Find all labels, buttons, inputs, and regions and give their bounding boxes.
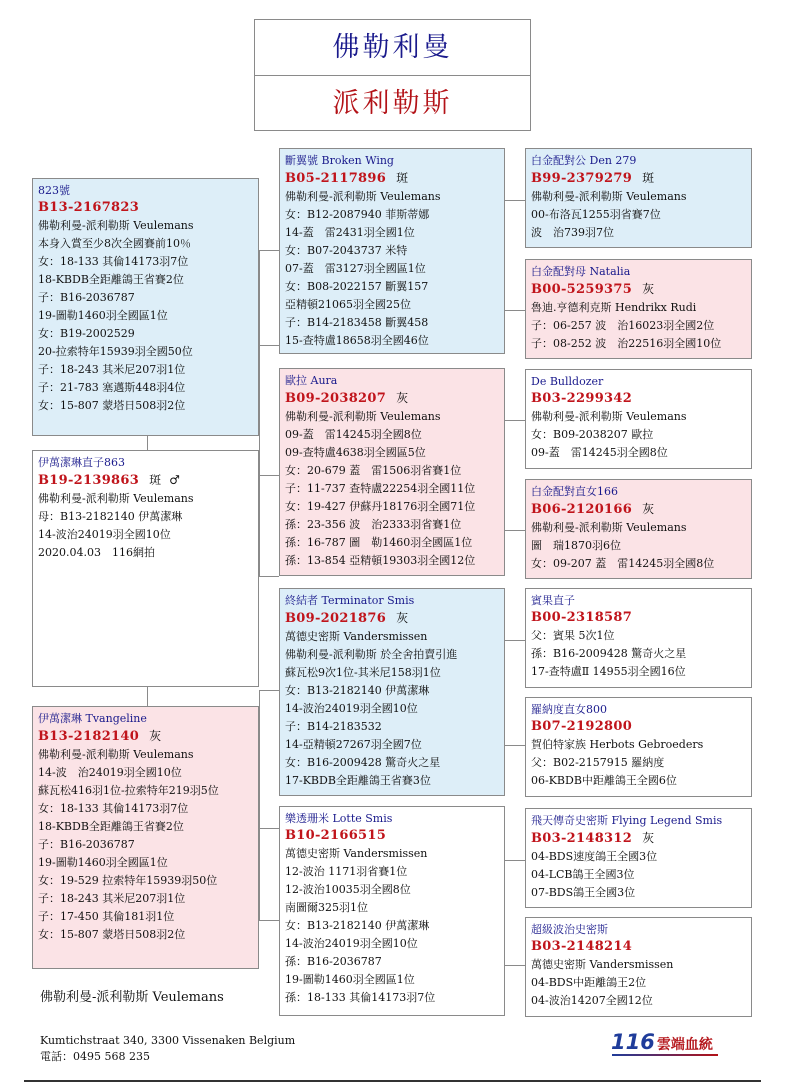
ring-number: B00-2318587 xyxy=(531,610,633,625)
pedigree-line: 佛勒利曼-派利勒斯 Veulemans xyxy=(531,521,687,534)
sdd-box xyxy=(525,479,752,579)
pedigree-line: 09-蓋 雷14245羽全國8位 xyxy=(531,446,668,459)
pedigree-line: 父：B02-2157915 羅納度 xyxy=(531,756,665,769)
pedigree-line: 女：B07-2043737 米特 xyxy=(285,244,408,257)
pigeon-name: 超級波治史密斯 xyxy=(531,923,608,936)
pedigree-notes xyxy=(38,490,253,562)
logo-number: 116 xyxy=(611,1030,655,1054)
pedigree-line: 圖 瑞1870羽6位 xyxy=(531,539,621,552)
ring-number: B09-2021876 灰 xyxy=(285,611,409,626)
color-label: 灰 xyxy=(642,831,655,845)
ring-number: B09-2038207 灰 xyxy=(285,391,409,406)
pedigree-line: 孫：23-356 波 治2333羽省賽1位 xyxy=(285,518,462,531)
pedigree-line: 佛勒利曼-派利勒斯 Veulemans xyxy=(531,410,687,423)
pedigree-line: 14-波 治24019羽全國10位 xyxy=(38,766,182,779)
pedigree-line: 孫：16-787 圖 勒1460羽全國區1位 xyxy=(285,536,473,549)
ssd-box xyxy=(525,259,752,359)
footer-divider xyxy=(24,1080,761,1082)
pedigree-line: 佛勒利曼-派利勒斯 Veulemans xyxy=(285,190,441,203)
pedigree-line: 子：18-243 其米尼207羽1位 xyxy=(38,892,186,905)
sire-box xyxy=(32,178,259,436)
pedigree-line: 佛勒利曼-派利勒斯 於全舍拍賣引進 xyxy=(285,648,458,661)
ring-number: B07-2192800 xyxy=(531,719,633,734)
pedigree-line: 00-布洛瓦1255羽省賽7位 xyxy=(531,208,661,221)
pedigree-line: 09-蓋 雷14245羽全國8位 xyxy=(285,428,422,441)
pedigree-line: 萬德史密斯 Vandersmissen xyxy=(285,630,428,643)
pigeon-name: 白金配對公 Den 279 xyxy=(531,154,637,167)
pedigree-line: 子：11-737 查特盧22254羽全國11位 xyxy=(285,482,476,495)
pedigree-notes xyxy=(531,299,746,353)
ddd-box xyxy=(525,917,752,1017)
brand-logo xyxy=(611,1030,713,1054)
sss-box xyxy=(525,148,752,248)
connector xyxy=(259,250,279,251)
pedigree-line: 孫：B16-2009428 驚奇火之星 xyxy=(531,647,687,660)
pedigree-line: 女：19-529 拉索特年15939羽50位 xyxy=(38,874,218,887)
pedigree-line: 佛勒利曼-派利勒斯 Veulemans xyxy=(38,492,194,505)
dam-sire-box xyxy=(279,588,505,796)
pedigree-line: 女：15-807 蒙塔日508羽2位 xyxy=(38,928,186,941)
pedigree-line: 佛勒利曼-派利勒斯 Veulemans xyxy=(531,190,687,203)
color-label: 斑 xyxy=(396,171,409,185)
pedigree-notes xyxy=(531,956,746,1010)
pigeon-name: 歐拉 Aura xyxy=(285,374,338,387)
pedigree-line: 萬德史密斯 Vandersmissen xyxy=(531,958,674,971)
connector xyxy=(259,690,279,691)
pedigree-line: 子：17-450 其倫181羽1位 xyxy=(38,910,175,923)
ring-number: B03-2148214 xyxy=(531,939,633,954)
pedigree-line: 20-拉索特年15939羽全國50位 xyxy=(38,345,193,358)
ring-number: B06-2120166 灰 xyxy=(531,502,655,517)
pedigree-line: 女：B12-2087940 菲斯蒂娜 xyxy=(285,208,430,221)
pedigree-notes xyxy=(531,408,746,462)
pedigree-line: 12-波治 1171羽省賽1位 xyxy=(285,865,408,878)
connector xyxy=(505,965,525,966)
pedigree-line: 04-BDS速度鴿王全國3位 xyxy=(531,850,658,863)
pedigree-line: 14-亞精頓27267羽全國7位 xyxy=(285,738,422,751)
connector xyxy=(505,310,525,311)
pedigree-notes xyxy=(38,746,253,944)
pedigree-notes xyxy=(531,627,746,681)
pigeon-name: De Bulldozer xyxy=(531,375,604,388)
pedigree-line: 女：B19-2002529 xyxy=(38,327,135,340)
pedigree-line: 04-LCB鴿王全國3位 xyxy=(531,868,635,881)
pigeon-name: 伊萬潔琳 Tvangeline xyxy=(38,712,147,725)
ring-number: B03-2299342 xyxy=(531,391,633,406)
pedigree-line: 波 治739羽7位 xyxy=(531,226,614,239)
pedigree-line: 04-BDS中距離鴿王2位 xyxy=(531,976,647,989)
color-label: 灰 xyxy=(396,611,409,625)
title-line2: 派利勒斯 xyxy=(332,88,453,119)
pigeon-name: 樂透珊米 Lotte Smis xyxy=(285,812,393,825)
connector xyxy=(259,345,279,346)
pedigree-line: 賀伯特家族 Herbots Gebroeders xyxy=(531,738,704,751)
sex-icon: ♂ xyxy=(169,473,180,487)
connector xyxy=(147,687,148,706)
pedigree-line: 04-波治14207全國12位 xyxy=(531,994,653,1007)
dss-box xyxy=(525,588,752,688)
color-label: 斑 xyxy=(149,473,162,487)
pedigree-line: 子：B16-2036787 xyxy=(38,838,135,851)
pigeon-name: 飛天傳奇史密斯 Flying Legend Smis xyxy=(531,814,723,827)
pedigree-notes xyxy=(531,188,746,242)
pedigree-line: 18-KBDB全距離鴿王省賽2位 xyxy=(38,820,184,833)
ring-number: B10-2166515 xyxy=(285,828,387,843)
ring-number: B19-2139863 斑 ♂ xyxy=(38,473,180,488)
pedigree-line: 子：B14-2183532 xyxy=(285,720,382,733)
pedigree-notes xyxy=(285,408,499,570)
ring-number: B03-2148312 灰 xyxy=(531,831,655,846)
color-label: 灰 xyxy=(149,729,162,743)
pedigree-line: 孫：18-133 其倫14173羽7位 xyxy=(285,991,436,1004)
connector xyxy=(259,475,279,476)
pedigree-line: 孫：13-854 亞精頓19303羽全國12位 xyxy=(285,554,476,567)
pigeon-name: 白金配對直女166 xyxy=(531,485,618,498)
color-label: 灰 xyxy=(396,391,409,405)
pedigree-line: 14-波治24019羽全國10位 xyxy=(285,937,418,950)
pigeon-name: 白金配對母 Natalia xyxy=(531,265,631,278)
pedigree-line: 蘇瓦松9次1位-其米尼158羽1位 xyxy=(285,666,441,679)
dsd-box xyxy=(525,697,752,797)
pedigree-line: 女：B08-2022157 斷翼157 xyxy=(285,280,429,293)
main-pigeon-box xyxy=(32,450,259,687)
ring-number: B13-2182140 灰 xyxy=(38,729,162,744)
pedigree-line: 子：08-252 波 治22516羽全國10位 xyxy=(531,337,722,350)
pedigree-line: 子：21-783 塞邁斯448羽4位 xyxy=(38,381,186,394)
pedigree-line: 14-波治24019羽全國10位 xyxy=(38,528,171,541)
ring-number: B00-5259375 灰 xyxy=(531,282,655,297)
pedigree-line: 本身入賞至少8次全國賽前10％ xyxy=(38,237,191,250)
pedigree-line: 亞精頓21065羽全國25位 xyxy=(285,298,411,311)
connector xyxy=(505,860,525,861)
connector xyxy=(505,200,525,201)
connector xyxy=(259,250,260,576)
pedigree-line: 佛勒利曼-派利勒斯 Veulemans xyxy=(285,410,441,423)
pedigree-line: 15-查特盧18658羽全國46位 xyxy=(285,334,429,347)
ring-number: B13-2167823 xyxy=(38,200,140,215)
pedigree-line: 女：B16-2009428 驚奇火之星 xyxy=(285,756,441,769)
pedigree-notes xyxy=(531,736,746,790)
pedigree-notes xyxy=(38,217,253,415)
dam-box xyxy=(32,706,259,969)
connector xyxy=(505,640,525,641)
dam-dam-box xyxy=(279,806,505,1016)
pedigree-line: 女：19-427 伊蘇丹18176羽全國71位 xyxy=(285,500,476,513)
pedigree-line: 06-KBDB中距離鴿王全國6位 xyxy=(531,774,677,787)
pedigree-line: 子：B14-2183458 斷翼458 xyxy=(285,316,429,329)
pedigree-line: 07-BDS鴿王全國3位 xyxy=(531,886,636,899)
pedigree-line: 19-圖勒1460羽全國區1位 xyxy=(285,973,415,986)
sds-box xyxy=(525,369,752,469)
pedigree-line: 17-KBDB全距離鴿王省賽3位 xyxy=(285,774,431,787)
pigeon-name: 賓果直子 xyxy=(531,594,575,607)
pedigree-line: 女：B13-2182140 伊萬潔琳 xyxy=(285,919,430,932)
pedigree-line: 佛勒利曼-派利勒斯 Veulemans xyxy=(38,748,194,761)
pedigree-line: 女：B09-2038207 歐拉 xyxy=(531,428,654,441)
pedigree-notes xyxy=(285,845,499,1007)
dds-box xyxy=(525,808,752,908)
pedigree-line: 18-KBDB全距離鴿王省賽2位 xyxy=(38,273,184,286)
connector xyxy=(259,920,279,921)
pedigree-notes xyxy=(531,519,746,573)
pedigree-line: 09-查特盧4638羽全國區5位 xyxy=(285,446,426,459)
color-label: 斑 xyxy=(642,171,655,185)
pigeon-name: 伊萬潔琳直子863 xyxy=(38,456,125,469)
pedigree-line: 父：賓果 5次1位 xyxy=(531,629,615,642)
pedigree-line: 14-蓋 雷2431羽全國1位 xyxy=(285,226,415,239)
connector xyxy=(505,530,525,531)
pedigree-line: 母：B13-2182140 伊萬潔琳 xyxy=(38,510,183,523)
pigeon-name: 終結者 Terminator Smis xyxy=(285,594,415,607)
logo-text: 雲端血統 xyxy=(656,1037,713,1053)
connector xyxy=(147,436,148,450)
pedigree-line: 孫：B16-2036787 xyxy=(285,955,382,968)
pedigree-line: 子：06-257 波 治16023羽全國2位 xyxy=(531,319,715,332)
color-label: 灰 xyxy=(642,282,655,296)
pedigree-notes xyxy=(285,188,499,350)
pedigree-line: 2020.04.03 116網拍 xyxy=(38,546,155,559)
pedigree-line: 07-蓋 雷3127羽全國區1位 xyxy=(285,262,426,275)
ring-number: B99-2379279 斑 xyxy=(531,171,655,186)
connector xyxy=(505,745,525,746)
pedigree-line: 蘇瓦松416羽1位-拉索特年219羽5位 xyxy=(38,784,219,797)
pedigree-line: 女：18-133 其倫14173羽7位 xyxy=(38,255,189,268)
pedigree-line: 女：B13-2182140 伊萬潔琳 xyxy=(285,684,430,697)
logo-underline xyxy=(612,1054,718,1056)
sire-sire-box xyxy=(279,148,505,354)
connector xyxy=(259,828,279,829)
phone-number: 電話：0495 568 235 xyxy=(40,1050,150,1063)
pedigree-line: 女：18-133 其倫14173羽7位 xyxy=(38,802,189,815)
pedigree-line: 19-圖勒1460羽全國區1位 xyxy=(38,309,168,322)
pedigree-line: 南圖爾325羽1位 xyxy=(285,901,368,914)
pedigree-line: 女：09-207 蓋 雷14245羽全國8位 xyxy=(531,557,715,570)
pedigree-line: 女：20-679 蓋 雷1506羽省賽1位 xyxy=(285,464,462,477)
pedigree-notes xyxy=(531,848,746,902)
connector xyxy=(505,420,525,421)
pedigree-line: 子：B16-2036787 xyxy=(38,291,135,304)
sire-dam-box xyxy=(279,368,505,576)
owner-name: 佛勒利曼-派利勒斯 Veulemans xyxy=(40,990,224,1005)
title-box xyxy=(254,19,531,131)
connector xyxy=(259,690,260,920)
connector xyxy=(259,576,279,577)
address-block xyxy=(40,1033,295,1065)
color-label: 灰 xyxy=(642,502,655,516)
street-address: Kumtichstraat 340, 3300 Vissenaken Belgium xyxy=(40,1034,296,1047)
pedigree-line: 女：15-807 蒙塔日508羽2位 xyxy=(38,399,186,412)
pedigree-notes xyxy=(285,628,499,790)
pedigree-line: 萬德史密斯 Vandersmissen xyxy=(285,847,428,860)
pedigree-line: 12-波治10035羽全國8位 xyxy=(285,883,411,896)
pigeon-name: 823號 xyxy=(38,184,70,197)
title-line1: 佛勒利曼 xyxy=(255,20,530,76)
pedigree-line: 17-查特盧Ⅱ 14955羽全國16位 xyxy=(531,665,686,678)
pedigree-line: 子：18-243 其米尼207羽1位 xyxy=(38,363,186,376)
pedigree-line: 19-圖勒1460羽全國區1位 xyxy=(38,856,168,869)
ring-number: B05-2117896 斑 xyxy=(285,171,409,186)
pedigree-line: 佛勒利曼-派利勒斯 Veulemans xyxy=(38,219,194,232)
pigeon-name: 羅納度直女800 xyxy=(531,703,607,716)
pigeon-name: 斷翼號 Broken Wing xyxy=(285,154,394,167)
pedigree-line: 魯迪.亨德利克斯 Hendrikx Rudi xyxy=(531,301,697,314)
pedigree-line: 14-波治24019羽全國10位 xyxy=(285,702,418,715)
